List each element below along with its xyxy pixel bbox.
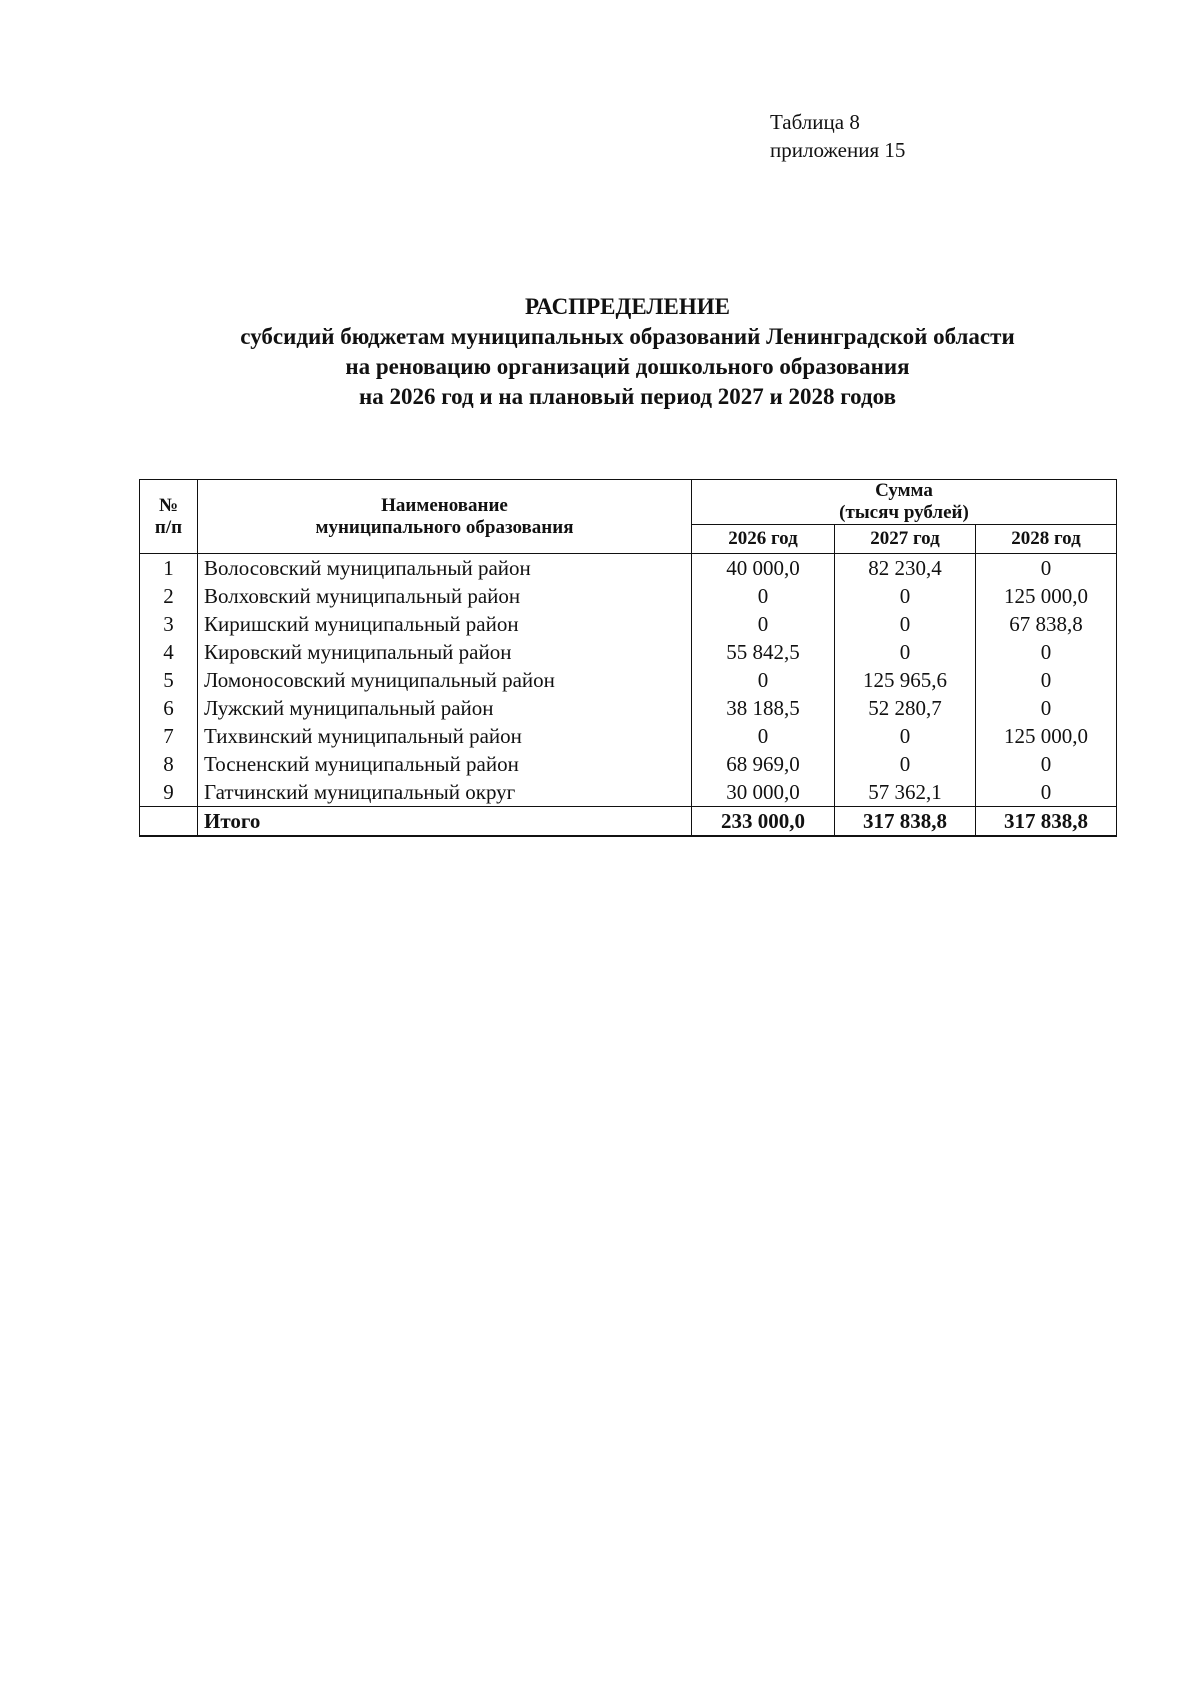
row-number: 9 [140,778,198,807]
amount-2026: 40 000,0 [692,554,835,583]
municipality-name: Волосовский муниципальный район [198,554,692,583]
total-row-number [140,807,198,837]
column-header-sum-line2: (тысяч рублей) [839,502,969,523]
column-header-number-line1: № [158,494,179,516]
row-number: 8 [140,750,198,778]
column-header-name [198,480,692,554]
row-number: 1 [140,554,198,583]
table-row [140,610,1117,638]
municipality-name: Ломоносовский муниципальный район [198,666,692,694]
amount-2026: 0 [692,582,835,610]
municipality-name: Кировский муниципальный район [198,638,692,666]
table-row [140,722,1117,750]
amount-2028: 0 [976,778,1117,807]
page-title: РАСПРЕДЕЛЕНИЕ [525,294,730,319]
table-row [140,666,1117,694]
row-number: 4 [140,638,198,666]
amount-2026: 0 [692,666,835,694]
municipality-name: Киришский муниципальный район [198,610,692,638]
table-header-row [140,480,1117,525]
amount-2027: 57 362,1 [835,778,976,807]
municipality-name: Тосненский муниципальный район [198,750,692,778]
amount-2026: 55 842,5 [692,638,835,666]
municipality-name: Тихвинский муниципальный район [198,722,692,750]
table-reference [770,108,905,164]
column-header-sum [692,480,1117,525]
column-header-2028: 2028 год [976,525,1117,554]
table-number: Таблица 8 [770,110,860,134]
column-header-sum-line1: Сумма [875,480,933,501]
amount-2028: 0 [976,750,1117,778]
heading-line-2: субсидий бюджетам муниципальных образований Ленинградской области [240,324,1015,349]
total-2027: 317 838,8 [835,807,976,837]
total-label: Итого [198,807,692,837]
amount-2026: 0 [692,722,835,750]
amount-2026: 0 [692,610,835,638]
table-row [140,638,1117,666]
row-number: 7 [140,722,198,750]
amount-2027: 125 965,6 [835,666,976,694]
amount-2026: 68 969,0 [692,750,835,778]
total-2026: 233 000,0 [692,807,835,837]
appendix-number: приложения 15 [770,138,906,162]
amount-2027: 82 230,4 [835,554,976,583]
column-header-number [140,480,198,554]
amount-2027: 0 [835,582,976,610]
amount-2028: 0 [976,638,1117,666]
amount-2026: 30 000,0 [692,778,835,807]
heading-line-3: на реновацию организаций дошкольного образования [345,354,910,379]
amount-2027: 0 [835,722,976,750]
municipality-name: Гатчинский муниципальный округ [198,778,692,807]
column-header-name-line2: муниципального образования [315,516,574,538]
heading-line-4: на 2026 год и на плановый период 2027 и 2028 годов [359,384,896,409]
municipality-name: Лужский муниципальный район [198,694,692,722]
column-header-number-line2: п/п [154,516,183,538]
amount-2028: 67 838,8 [976,610,1117,638]
amount-2028: 0 [976,666,1117,694]
table-row [140,582,1117,610]
row-number: 3 [140,610,198,638]
table-total-row [140,807,1117,837]
amount-2027: 0 [835,610,976,638]
amount-2027: 52 280,7 [835,694,976,722]
column-header-2027: 2027 год [835,525,976,554]
row-number: 2 [140,582,198,610]
column-header-name-line1: Наименование [381,494,508,516]
table-row [140,554,1117,583]
amount-2028: 125 000,0 [976,722,1117,750]
amount-2028: 0 [976,554,1117,583]
row-number: 5 [140,666,198,694]
municipality-name: Волховский муниципальный район [198,582,692,610]
amount-2026: 38 188,5 [692,694,835,722]
column-header-2026: 2026 год [692,525,835,554]
total-2028: 317 838,8 [976,807,1117,837]
distribution-table [139,479,1117,837]
table-row [140,778,1117,807]
amount-2027: 0 [835,750,976,778]
table-row [140,750,1117,778]
row-number: 6 [140,694,198,722]
amount-2028: 0 [976,694,1117,722]
table-row [140,694,1117,722]
amount-2027: 0 [835,638,976,666]
document-heading [0,292,1200,412]
amount-2028: 125 000,0 [976,582,1117,610]
